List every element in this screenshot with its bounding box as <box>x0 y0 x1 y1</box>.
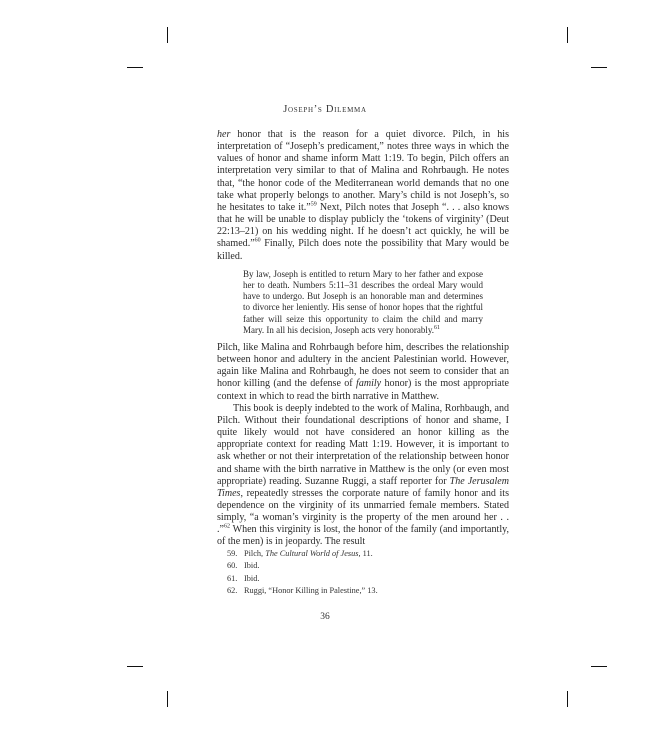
text-run: By law, Joseph is entitled to return Mary to her father and expose her to death. Numbers 5:11–31 describes the ordeal Mary would have to undergo. But Joseph is an honorable man and determines to divorce her leniently. His sense of honor hopes that the rightful father will seize this opportunity to claim the child and marry Mary. In all his decision, Joseph acts very honorably. <box>243 268 483 335</box>
text-run: honor) is the most appropriate context in which to read the birth narrative in Matthew. <box>217 378 510 402</box>
footnote-item <box>227 548 378 560</box>
footnote-text <box>244 586 378 595</box>
page-number: 36 <box>320 612 330 622</box>
footnote-text <box>244 561 259 570</box>
crop-mark-left-upper <box>127 67 143 68</box>
text-run: Ruggi, “Honor Killing in Palestine,” 13. <box>244 586 378 596</box>
crop-mark-top-left <box>167 27 168 43</box>
footnote-ref: 61 <box>434 324 441 331</box>
crop-mark-right-upper <box>591 67 607 68</box>
main-text <box>217 129 509 549</box>
text-run: Next, Pilch notes that Joseph “. . . also knows that he will be unable to display publicly the ‘tokens of virginity’ (Deut 22:13–21) on his wedding night. If he doesn’t act quickly, he will be shamed.” <box>217 201 509 250</box>
block-quote <box>243 269 483 336</box>
paragraph-1 <box>217 129 509 263</box>
footnote-number: 60. <box>227 561 238 571</box>
footnote-ref: 60 <box>254 238 261 245</box>
footnote-text <box>244 574 259 583</box>
paragraph-3 <box>217 403 509 549</box>
footnote-item <box>227 560 378 572</box>
crop-mark-right-lower <box>591 666 607 667</box>
footnote-ref: 59 <box>310 201 317 208</box>
italic-text: family <box>356 378 382 390</box>
text-run: Ibid. <box>244 573 260 583</box>
footnote-ref: 62 <box>223 523 230 530</box>
running-head: Joseph’s Dilemma <box>283 104 367 115</box>
crop-mark-bottom-left <box>167 691 168 707</box>
text-run: , 11. <box>358 549 373 558</box>
footnote-text <box>244 549 373 558</box>
footnote-item <box>227 585 378 597</box>
italic-text: her <box>217 129 231 140</box>
footnote-number: 59. <box>227 549 238 558</box>
text-run: honor that is the reason for a quiet divorce. Pilch, in his interpretation of “Joseph’s predicament,” notes three ways in which the values of honor and shame inform Matt 1:19. To begin, Pilch offers an interpretation very similar to that of Malina and Rohrbaugh. He notes that, “the honor code of the Mediterranean world demands that no one take what properly belongs to another. Mary’s child is not Joseph’s, so he hesitates to take it.” <box>217 129 509 213</box>
footnote-number: 61. <box>227 573 238 583</box>
crop-mark-top-right <box>567 27 568 43</box>
paragraph-2 <box>217 342 509 403</box>
italic-text: The Jerusalem Times <box>217 475 510 499</box>
italic-text: The Cultural World of Jesus <box>265 549 359 558</box>
crop-mark-left-lower <box>127 666 143 667</box>
footnote-item <box>227 573 378 585</box>
text-run: This book is deeply indebted to the work of Malina, Rorhbaugh, and Pilch. Without their foundational descriptions of honor and shame, I quite likely would not have considered an honor killing as the appropriate context for reading Matt 1:19. However, it is important to ask whether or not their interpretation of the relationship between honor and shame with the birth narrative in Matthew is the only (or even most appropriate) reading. Suzanne Ruggi, a staff reporter for <box>217 402 509 487</box>
text-run: , repeatedly stresses the corporate nature of family honor and its dependence on the virginity of its unmarried female members. Stated simply, “a woman’s virginity is the property of the men around her . . .” <box>217 487 509 536</box>
footnote-number: 62. <box>227 586 238 596</box>
text-run: Ibid. <box>244 561 260 571</box>
footnotes <box>227 548 378 598</box>
text-run: Finally, Pilch does note the possibility that Mary would be killed. <box>217 238 509 262</box>
crop-mark-bottom-right <box>567 691 568 707</box>
text-run: Pilch, like Malina and Rohrbaugh before him, describes the relationship between honor and adultery in the ancient Palestinian world. However, again like Malina and Rohrbaugh, he does not seem to consider that an honor killing (and the defense of <box>217 341 509 390</box>
text-run: When this virginity is lost, the honor of the family (and importantly, of the men) is in jeopardy. The result <box>217 524 509 548</box>
text-run: Pilch, <box>244 549 266 558</box>
